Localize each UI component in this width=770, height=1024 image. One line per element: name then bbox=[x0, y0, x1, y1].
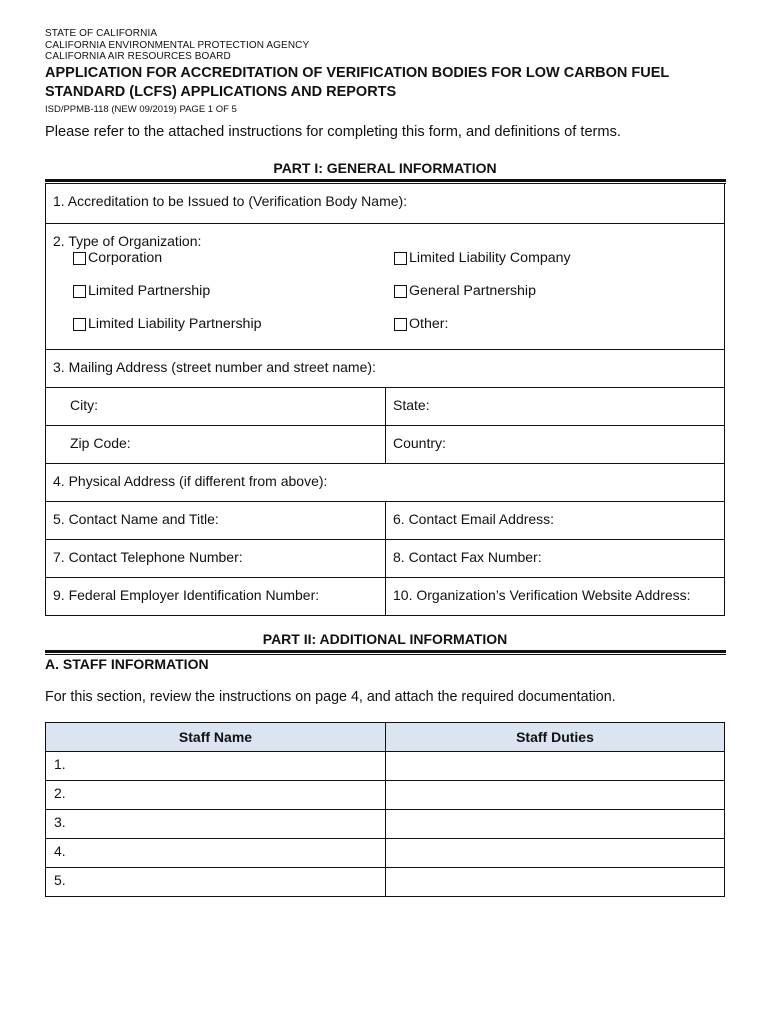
column-header-staff-name: Staff Name bbox=[46, 723, 386, 752]
fein-field[interactable] bbox=[46, 578, 385, 615]
row-number: 4. bbox=[54, 843, 66, 859]
checkbox-box[interactable] bbox=[394, 285, 407, 298]
checkbox-other[interactable] bbox=[394, 316, 448, 332]
staff-name-cell[interactable] bbox=[46, 781, 386, 810]
staff-instructions: For this section, review the instructions on page 4, and attach the required documentation. bbox=[45, 689, 616, 705]
q9-label: 9. Federal Employer Identification Number: bbox=[53, 587, 320, 603]
table-row bbox=[46, 781, 725, 810]
q7-label: 7. Contact Telephone Number: bbox=[53, 549, 243, 565]
staff-duties-cell[interactable] bbox=[386, 781, 725, 810]
mailing-address-field[interactable] bbox=[46, 350, 724, 387]
checkbox-general-partnership[interactable] bbox=[394, 283, 536, 299]
checkbox-label: Other: bbox=[409, 316, 449, 332]
staff-duties-cell[interactable] bbox=[386, 868, 725, 897]
contact-name-field[interactable] bbox=[46, 502, 385, 539]
city-field[interactable] bbox=[46, 388, 385, 425]
staff-table-header bbox=[46, 723, 725, 752]
q1-label: 1. Accreditation to be Issued to (Verification Body Name): bbox=[53, 193, 408, 209]
checkbox-box[interactable] bbox=[394, 318, 407, 331]
general-info-grid bbox=[45, 184, 725, 616]
staff-name-cell[interactable] bbox=[46, 810, 386, 839]
checkbox-box[interactable] bbox=[73, 318, 86, 331]
q2-label: 2. Type of Organization: bbox=[53, 233, 202, 249]
staff-name-cell[interactable] bbox=[46, 752, 386, 781]
checkbox-llc[interactable] bbox=[394, 250, 571, 266]
q8-label: 8. Contact Fax Number: bbox=[393, 549, 542, 565]
row-number: 3. bbox=[54, 814, 66, 830]
staff-table bbox=[45, 722, 725, 897]
intro-text: Please refer to the attached instructions for completing this form, and definitions of terms. bbox=[45, 124, 621, 140]
checkbox-label: Limited Partnership bbox=[88, 283, 211, 299]
contact-fax-field[interactable] bbox=[385, 540, 542, 577]
city-label: City: bbox=[70, 397, 98, 413]
form-title: APPLICATION FOR ACCREDITATION OF VERIFICATION BODIES FOR LOW CARBON FUEL STANDARD (LCFS) APPLICATIONS AND REPORTS bbox=[45, 65, 670, 100]
country-label: Country: bbox=[393, 435, 446, 451]
row-city-state bbox=[46, 387, 724, 425]
state-field[interactable] bbox=[385, 388, 430, 425]
row-number: 5. bbox=[54, 872, 66, 888]
row-q1 bbox=[46, 184, 724, 223]
section-a-heading: A. STAFF INFORMATION bbox=[45, 656, 209, 672]
row-number: 2. bbox=[54, 785, 66, 801]
table-row bbox=[46, 868, 725, 897]
verification-body-name-field[interactable] bbox=[46, 184, 724, 223]
website-address-field[interactable] bbox=[385, 578, 691, 615]
part1-title: PART I: GENERAL INFORMATION bbox=[273, 160, 497, 176]
country-field[interactable] bbox=[385, 426, 446, 463]
row-number: 1. bbox=[54, 756, 66, 772]
checkbox-box[interactable] bbox=[73, 285, 86, 298]
checkbox-label: Limited Liability Company bbox=[409, 250, 571, 266]
staff-duties-cell[interactable] bbox=[386, 839, 725, 868]
part2-title: PART II: ADDITIONAL INFORMATION bbox=[262, 631, 508, 647]
row-q5-q6 bbox=[46, 501, 724, 539]
q3-label: 3. Mailing Address (street number and street name): bbox=[53, 359, 376, 375]
row-q7-q8 bbox=[46, 539, 724, 577]
contact-email-field[interactable] bbox=[385, 502, 554, 539]
table-row bbox=[46, 839, 725, 868]
checkbox-label: Corporation bbox=[88, 250, 163, 266]
staff-duties-cell[interactable] bbox=[386, 810, 725, 839]
checkbox-corporation[interactable] bbox=[73, 250, 162, 266]
row-zip-country bbox=[46, 425, 724, 463]
column-header-staff-duties: Staff Duties bbox=[386, 723, 725, 752]
staff-name-cell[interactable] bbox=[46, 868, 386, 897]
checkbox-llp[interactable] bbox=[73, 316, 262, 332]
staff-name-cell[interactable] bbox=[46, 839, 386, 868]
row-q9-q10 bbox=[46, 577, 724, 615]
part2-rule bbox=[45, 650, 726, 655]
table-row bbox=[46, 810, 725, 839]
zip-label: Zip Code: bbox=[70, 435, 131, 451]
state-label: State: bbox=[393, 397, 430, 413]
staff-duties-cell[interactable] bbox=[386, 752, 725, 781]
physical-address-field[interactable] bbox=[46, 464, 724, 501]
checkbox-label: Limited Liability Partnership bbox=[88, 316, 262, 332]
row-q4 bbox=[46, 463, 724, 501]
row-q2 bbox=[46, 223, 724, 349]
zip-code-field[interactable] bbox=[46, 426, 385, 463]
checkbox-limited-partnership[interactable] bbox=[73, 283, 210, 299]
form-number: ISD/PPMB-118 (NEW 09/2019) PAGE 1 OF 5 bbox=[45, 104, 237, 115]
checkbox-label: General Partnership bbox=[409, 283, 536, 299]
checkbox-box[interactable] bbox=[73, 252, 86, 265]
q4-label: 4. Physical Address (if different from above): bbox=[53, 473, 328, 489]
q5-label: 5. Contact Name and Title: bbox=[53, 511, 219, 527]
header-agency: CALIFORNIA ENVIRONMENTAL PROTECTION AGENCY bbox=[45, 40, 310, 51]
checkbox-box[interactable] bbox=[394, 252, 407, 265]
contact-phone-field[interactable] bbox=[46, 540, 385, 577]
q10-label: 10. Organization’s Verification Website Address: bbox=[393, 587, 691, 603]
header-state: STATE OF CALIFORNIA bbox=[45, 28, 158, 39]
q6-label: 6. Contact Email Address: bbox=[393, 511, 555, 527]
header-board: CALIFORNIA AIR RESOURCES BOARD bbox=[45, 51, 231, 62]
table-row bbox=[46, 752, 725, 781]
row-q3 bbox=[46, 349, 724, 387]
